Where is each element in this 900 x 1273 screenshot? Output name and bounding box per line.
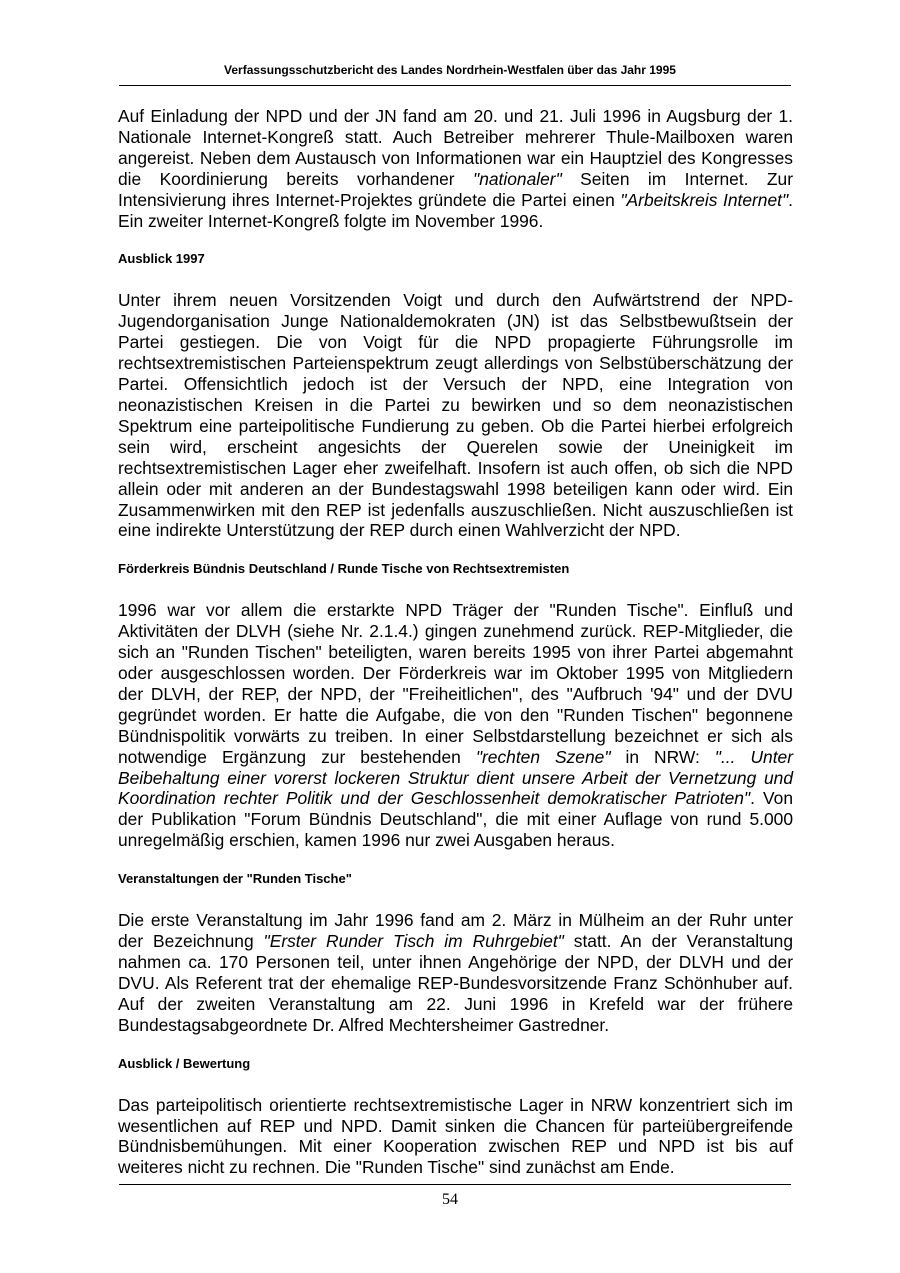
footer-rule (119, 1184, 791, 1185)
italic-quote: "... Unter Beibehaltung einer vorerst lockeren Struktur dient unsere Arbeit der Vernetzung und Koordination rechter Politik und der Geschlossenheit demokratischer Patrioten" (118, 746, 793, 809)
heading-foerderkreis: Förderkreis Bündnis Deutschland / Runde Tische von Rechtsextremisten (118, 561, 570, 577)
spacer (118, 541, 793, 561)
spacer (118, 851, 793, 871)
paragraph-internet-kongress (118, 106, 793, 231)
spacer (118, 1036, 793, 1056)
text-run: Die erste Veranstaltung im Jahr 1996 fand am 2. März in Mülheim an der Ruhr unter der Bezeichnung (118, 910, 793, 952)
text-run: statt. An der Veranstaltung nahmen ca. 170 Personen teil, unter ihnen Angehörige der NPD, der DLVH und der DVU. Als Referent trat der ehemalige REP-Bundesvorsitzende Franz Schönhuber auf. Auf der zweiten Veranstaltung am 22. Juni 1996 in Krefeld war der frühere Bundestagsabgeordnete Dr. Alfred Mechtersheimer Gastredner. (118, 931, 794, 1035)
italic-quote: "Erster Runder Tisch im Ruhrgebiet" (263, 931, 564, 952)
spacer (118, 577, 793, 600)
heading-ausblick-1997: Ausblick 1997 (118, 251, 205, 267)
page-header-title: Verfassungsschutzbericht des Landes Nordrhein-Westfalen über das Jahr 1995 (224, 63, 676, 77)
heading-veranstaltungen: Veranstaltungen der "Runden Tische" (118, 871, 352, 887)
text-run: Seiten im Internet. Zur Intensivierung ihres Internet-Projektes gründete die Partei einen (118, 168, 793, 210)
italic-quote: "nationaler" (473, 168, 562, 189)
paragraph-foerderkreis (118, 600, 793, 851)
text-run: 1996 war vor allem die erstarkte NPD Träger der "Runden Tische". Einfluß und Aktivitäten der DLVH (siehe Nr. 2.1.4.) gingen zunehmend zurück. REP-Mitglieder, die sich an "Runden Tischen" beteiligten, waren bereits 1995 von ihrer Partei abgemahnt oder ausgeschlossen worden. Der Förderkreis war im Oktober 1995 von Mitgliedern der DLVH, der REP, der NPD, der "Freiheitlichen", des "Aufbruch '94" und der DVU gegründet worden. Er hatte die Aufgabe, die von den "Runden Tischen" begonnene Bündnispolitik vorwärts zu treiben. In einer Selbstdarstellung bezeichnet er sich als notwendige Ergänzung zur bestehenden (118, 600, 793, 767)
italic-quote: "rechten Szene" (475, 746, 611, 767)
page-number: 54 (442, 1191, 458, 1208)
text-run: Auf Einladung der NPD und der JN fand am 20. und 21. Juli 1996 in Augsburg der 1. Nationale Internet-Kongreß statt. Auch Betreiber mehrerer Thule-Mailboxen waren angereist. Neben dem Austausch von Informationen war ein Hauptziel des Kongresses die Koordinierung bereits vorhandener (118, 106, 793, 189)
text-run: in NRW: (610, 746, 715, 767)
spacer (118, 1072, 793, 1095)
spacer (118, 887, 793, 910)
page-content (118, 106, 793, 1178)
text-run: . Ein zweiter Internet-Kongreß folgte im November 1996. (118, 189, 793, 231)
italic-quote: "Arbeitskreis Internet" (620, 189, 789, 210)
text-run: . Von der Publikation "Forum Bündnis Deutschland", die mit einer Auflage von rund 5.000 unregelmäßig erschien, kamen 1996 nur zwei Ausgaben heraus. (118, 788, 793, 851)
header-rule (119, 85, 791, 86)
paragraph-ausblick-bewertung: Das parteipolitisch orientierte rechtsextremistische Lager in NRW konzentriert sich im wesentlichen auf REP und NPD. Damit sinken die Chancen für parteiübergreifende Bündnisbemühungen. Mit einer Kooperation zwischen REP und NPD ist bis auf weiteres nicht zu rechnen. Die "Runden Tische" sind zunächst am Ende. (118, 1094, 793, 1178)
paragraph-ausblick-1997: Unter ihrem neuen Vorsitzenden Voigt und durch den Aufwärtstrend der NPD- Jugendorganisation Junge Nationaldemokraten (JN) ist das Selbstbewußtsein der Partei gestiegen. Die von Voigt für die NPD propagierte Führungsrolle im rechtsextremistischen Parteienspektrum zeugt allerdings von Selbstüberschätzung der Partei. Offensichtlich jedoch ist der Versuch der NPD, eine Integration von neonazistischen Kreisen in die Partei zu bewirken und so dem neonazistischen Spektrum eine parteipolitische Fundierung zu geben. Ob die Partei hierbei erfolgreich sein wird, erscheint angesichts der Querelen sowie der Uneinigkeit im rechtsextremistischen Lager eher zweifelhaft. Insofern ist auch offen, ob sich die NPD allein oder mit anderen an der Bundestagswahl 1998 beteiligen kann oder wird. Ein Zusammenwirken mit den REP ist jedenfalls auszuschließen. Nicht auszuschließen ist eine indirekte Unterstützung der REP durch einen Wahlverzicht der NPD. (118, 290, 793, 541)
spacer (118, 231, 793, 251)
heading-ausblick-bewertung: Ausblick / Bewertung (118, 1055, 251, 1071)
spacer (118, 267, 793, 290)
paragraph-veranstaltungen (118, 910, 793, 1035)
